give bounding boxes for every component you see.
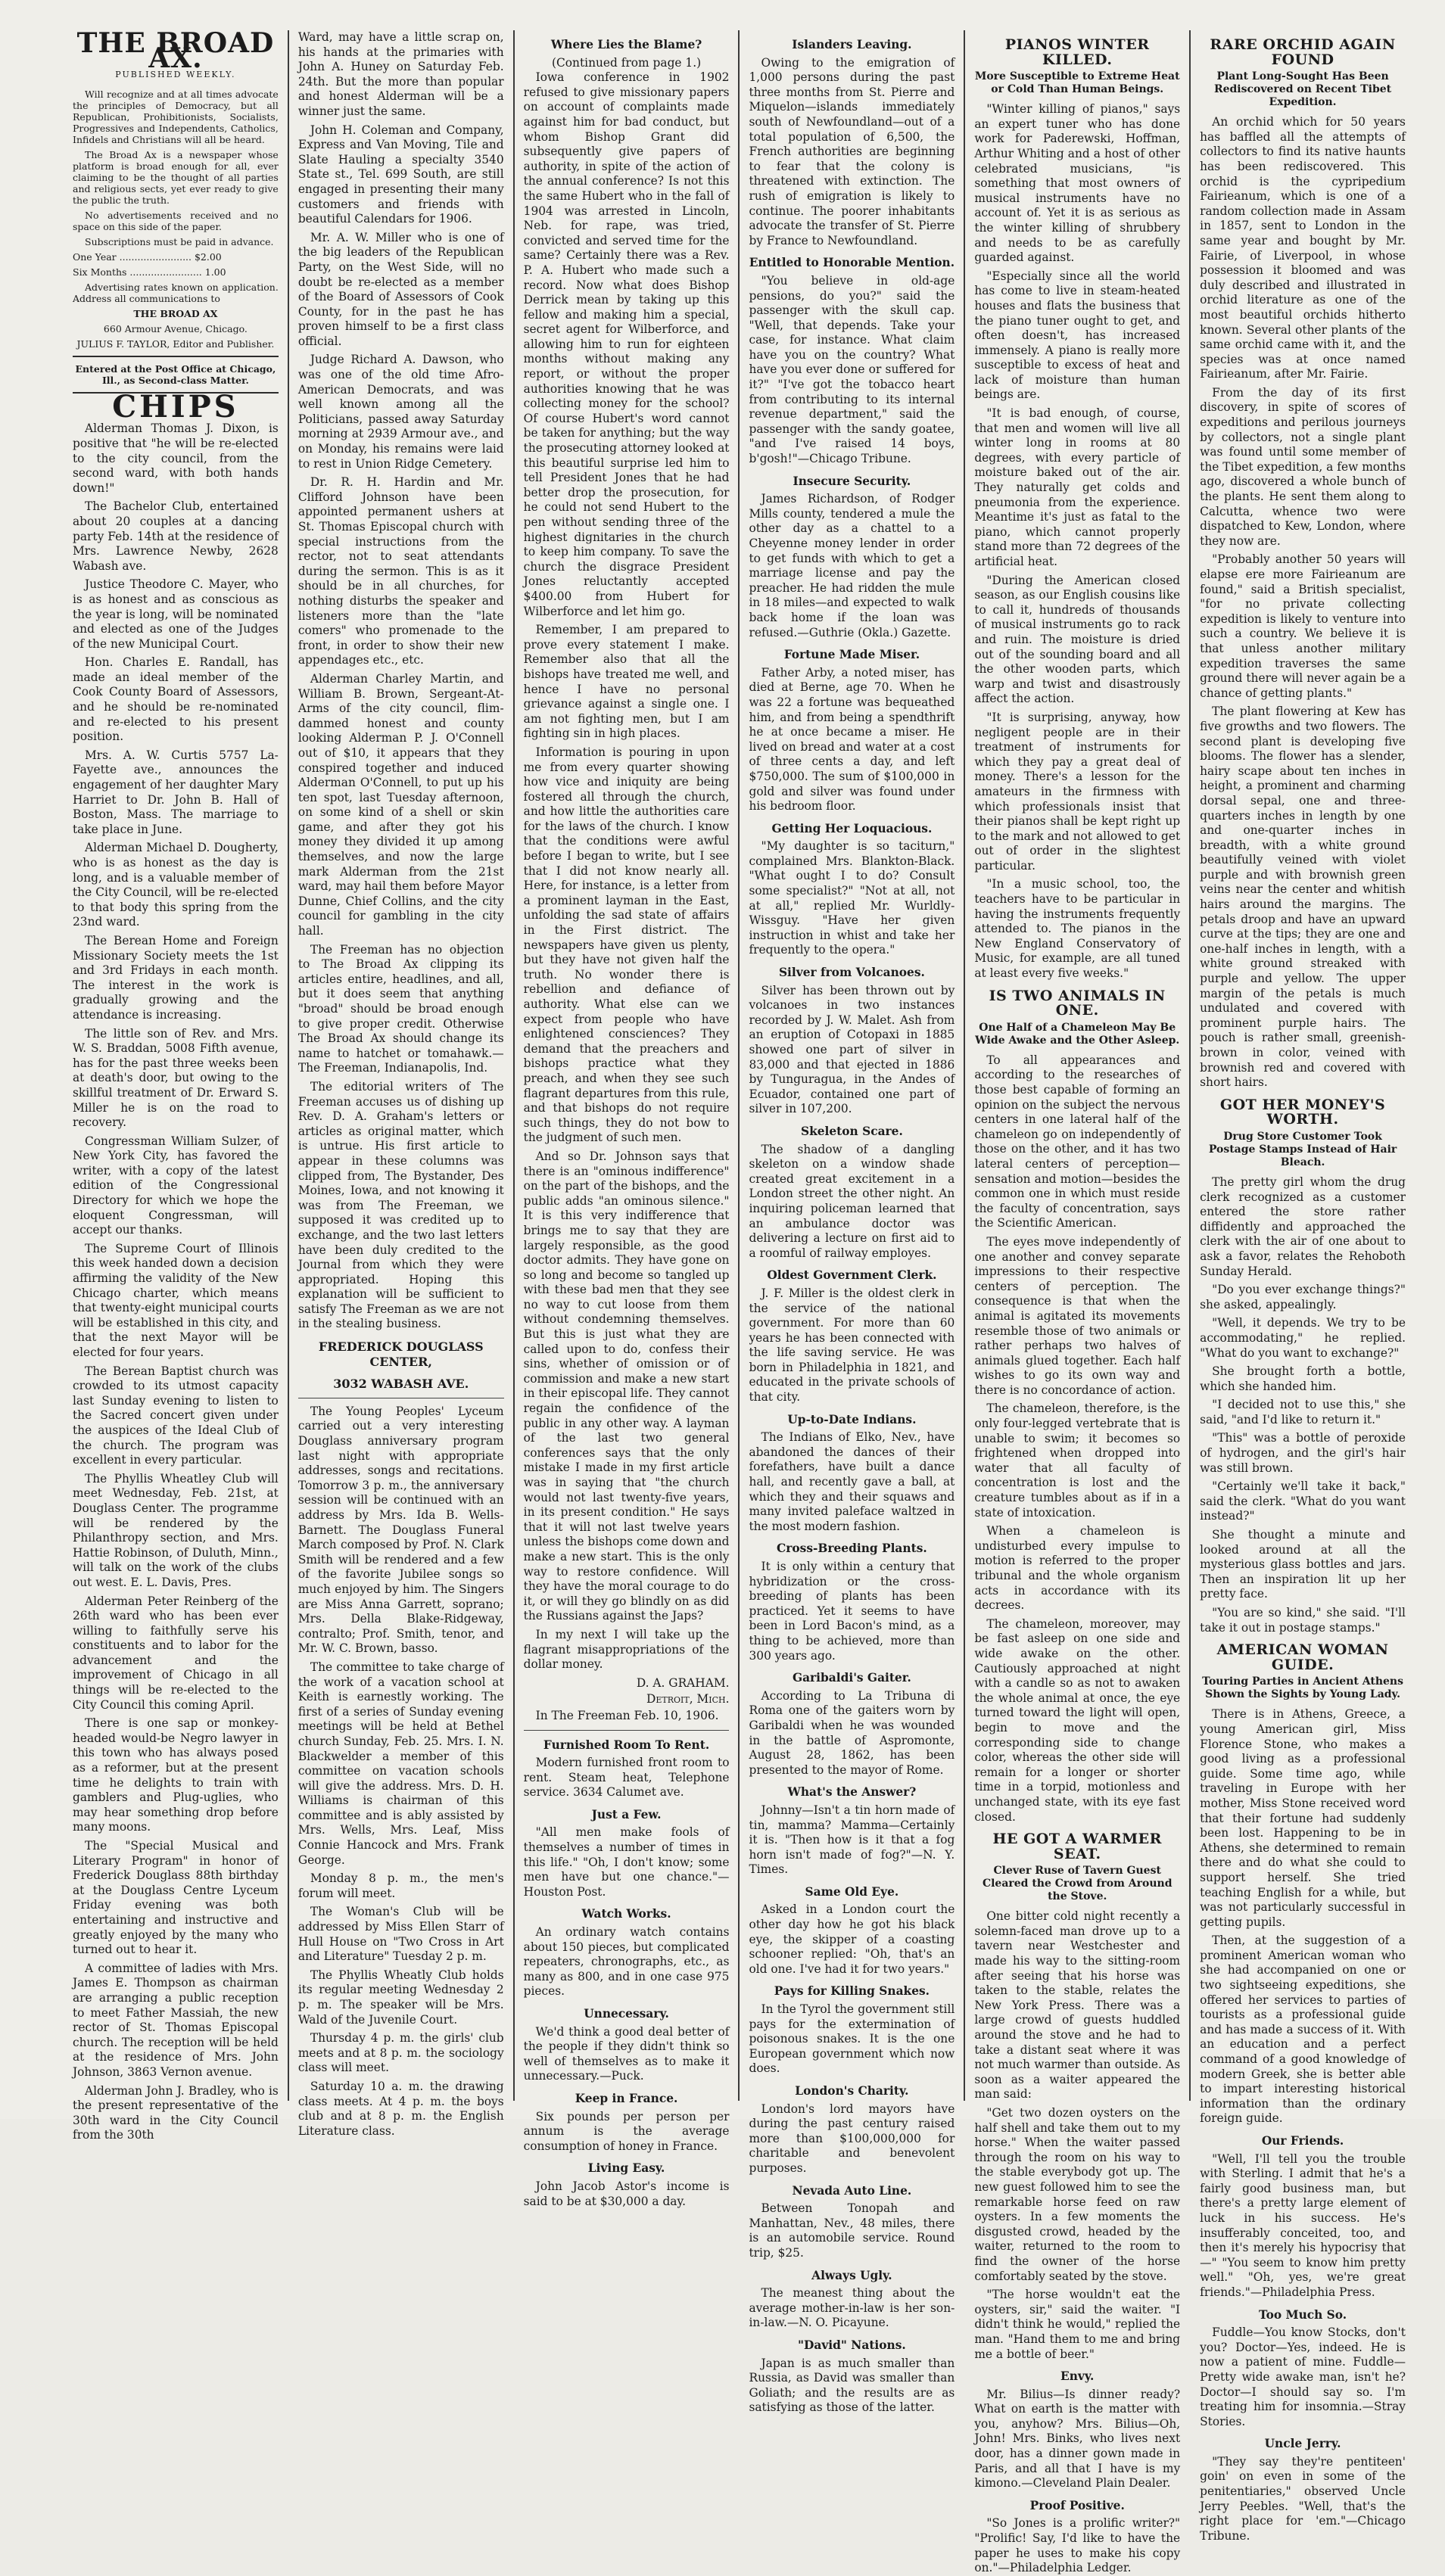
- headline: What's the Answer?: [787, 1785, 917, 1800]
- column-2: [288, 30, 513, 2138]
- news-item: The Phyllis Wheatley Club will meet Wednesday, Feb. 21st, at Douglass Center. The programme will be rendered by the Philanthropy section, and Mrs. Hattie Robinson, of Duluth, Minn., will talk on the work of the clubs out west. E. L. Davis, Pres.: [73, 1471, 279, 1589]
- masthead-note: Advertising rates known on application. Address all communications to: [73, 281, 279, 304]
- article-paragraph: The chameleon, moreover, may be fast asleep on one side and wide awake on the other. Cautiously approached at night with a candle so as not to awaken the whole animal at once, the eye turned toward the light will open, begin to move and the corresponding side to change color, whereas the other side will remain for a longer or shorter time in a torpid, motionless and unchanged state, with its eye fast closed.: [974, 1616, 1181, 1824]
- news-item: The Young Peoples' Lyceum carried out a very interesting Douglass anniversary program last night with appropriate addresses, songs and recitations. Tomorrow 3 p. m., the anniversary session will be continued with an address by Mrs. Ida B. Wells-Barnett. The Douglass Funeral March composed by Prof. N. Clark Smith will be rendered and a few of the favorite Jubilee songs so much enjoyed by him. The Singers are Miss Anna Garrett, soprano; Mrs. Della Blake-Ridgeway, contralto; Prof. Smith, tenor, and Mr. W. C. Brown, basso.: [297, 1404, 504, 1656]
- filler-item: According to La Tribuna di Roma one of the gaiters worn by Garibaldi when he was wounded in the battle of Aspromonte, August 28, 1862, has been presented to the mayor of Rome.: [749, 1688, 955, 1777]
- news-item: The Phyllis Wheatly Club holds its regular meeting Wednesday 2 p. m. The speaker will be Mrs. Wald of the Juvenile Court.: [297, 1968, 504, 2027]
- news-item: The "Special Musical and Literary Program" in honor of Frederick Douglass 88th birthday at the Douglass Centre Lyceum Friday evening was both entertaining and instructive and greatly enjoyed by the many who turned out to hear it.: [73, 1839, 279, 1957]
- filler-item: It is only within a century that hybridization or the cross-breeding of plants has been practiced. Yet it seems to have been in Lord Bacon's mind, as a thing to be achieved, more than 300 years ago.: [749, 1560, 955, 1663]
- filler-item: An ordinary watch contains about 150 pieces, but complicated repeaters, chronographs, etc., as many as 800, and in one case 975 pieces.: [523, 1925, 730, 1999]
- headline: Garibaldi's Gaiter.: [792, 1671, 911, 1685]
- article-paragraph: Iowa conference in 1902 refused to give missionary papers on account of complaints made against him for bad conduct, but whom Bishop Grant did subsequently give papers of authority, in spite of the action of the annual conference? Is not this the same Hubert who in the fall of 1904 was arrested in Lincoln, Neb. for rape, was tried, convicted and served time for the same? Certainly there was a Rev. P. A. Hubert who made such a record. Now what does Bishop Derrick mean by taking up this fellow and making him a special, secret agent for Wilberforce, and allowing him to run for eighteen months without making any report, or without the proper authorities knowing that he was collecting money for the school? Of course Hubert's word cannot be taken for anything; but the way the prosecuting attorney looked at this beautiful surprise led him to tell President Jones that he had better drop the prosecution, for he could not send Hubert to the pen without sending three of the highest dignitaries in the church to keep him company. To save the church the disgrace President Jones reluctantly accepted $400.00 from Hubert for Wilberforce and let him go.: [523, 70, 730, 618]
- headline: Nevada Auto Line.: [792, 2183, 912, 2198]
- article-paragraph: "During the American closed season, as our English cousins like to call it, hundreds of thousands of musical instruments go to rack and ruin. The moisture is dried out of the sounding board and all the other wooden parts, which warp and twist and disastrously affect the action.: [974, 573, 1181, 706]
- masthead-subtitle: PUBLISHED WEEKLY.: [115, 70, 236, 80]
- section-title-chips: CHIPS: [112, 388, 239, 425]
- filler-item: We'd think a good deal better of the people if they didn't think so well of themselves as to make it unnecessary.—Puck.: [523, 2024, 730, 2083]
- masthead-title: THE BROAD AX.: [76, 27, 275, 74]
- signature-location: Detroit, Mich.: [646, 1692, 730, 1706]
- news-item: Judge Richard A. Dawson, who was one of the old time Afro-American Democrats, and was well known among all the Politicians, passed away Saturday morning at 2939 Armour ave., and on Monday, his remains were laid to rest in Union Ridge Cemetery.: [297, 353, 504, 471]
- news-item: Hon. Charles E. Randall, has made an ideal member of the Cook County Board of Assessors, and he should be re-nominated and re-elected to his present position.: [73, 655, 279, 744]
- divider: [73, 356, 279, 357]
- column-5: [964, 30, 1189, 2575]
- news-item: The Woman's Club will be addressed by Miss Ellen Starr of Hull House on "Two Cross in Art and Literature" Tuesday 2 p. m.: [297, 1905, 504, 1964]
- news-item: The editorial writers of The Freeman accuses us of dishing up Rev. D. A. Graham's letters or articles as original matter, which is untrue. His first article to appear in these columns was clipped from, The Bystander, Des Moines, Iowa, and not knowing it was from The Freeman, we supposed it was credited up to exchange, and the two last letters have been duly credited to the Journal from which they were appropriated. Hoping this explanation will be sufficient to satisfy The Freeman as we are not in the stealing business.: [297, 1079, 504, 1331]
- signature: D. A. GRAHAM.: [636, 1675, 730, 1690]
- filler-item: J. F. Miller is the oldest clerk in the service of the national government. For more than 60 years he has been connected with the life saving service. He was born in Philadelphia in 1821, and educated in the private schools of that city.: [749, 1286, 955, 1405]
- headline: Just a Few.: [591, 1807, 662, 1822]
- filler-item: Father Arby, a noted miser, has died at Berne, age 70. When he was 22 a fortune was bequeathed him, and from being a spendthrift he at once became a miser. He lived on bread and water at a cost of three cents a day, and left $750,000. The sum of $100,000 in gold and silver was found under his bedroom floor.: [749, 665, 955, 814]
- filler-item: "All men make fools of themselves a number of times in this life." "Oh, I don't know; some men have but one chance."—Houston Post.: [523, 1825, 730, 1899]
- news-item: Mrs. A. W. Curtis 5757 La-Fayette ave., announces the engagement of her daughter Mary Harriet to Dr. John B. Hall of Boston, Mass. The marriage to take place in June.: [73, 748, 279, 836]
- article-paragraph: The chameleon, therefore, is the only four-legged vertebrate that is unable to swim; it becomes so frightened when dropped into water that all faculty of concentration is lost and the creature tumbles about as if in a state of intoxication.: [974, 1402, 1181, 1520]
- article-paragraph: "Get two dozen oysters on the half shell and take them out to my horse." When the waiter passed through the room on his way to the stable everybody got up. The new guest followed him to see the remarkable horse feed on raw oysters. In a few moments the disgusted crowd, headed by the waiter, returned to the room to find the owner of the horse comfortably seated by the stove.: [974, 2106, 1181, 2283]
- filler-item: London's lord mayors have during the past century raised more than $100,000,000 for charitable and benevolent purposes.: [749, 2102, 955, 2175]
- masthead-note: The Broad Ax is a newspaper whose platform is broad enough for all, ever claiming to be the thought of all parties and religious sects, yet ever ready to give the public the truth.: [73, 148, 279, 206]
- filler-item: "My daughter is so taciturn," complained Mrs. Blankton-Black. "What ought I to do? Consult some specialist?" "Not at all, not at all," replied Mr. Wurldly-Wissguy. "Have her given instruction in whist and take her frequently to the opera.": [749, 839, 955, 957]
- article-paragraph: The plant flowering at Kew has five growths and two flowers. The second plant is developing five blooms. The flower has a slender, hairy scape about ten inches in height, a prominent and charming dorsal sepal, one and three-quarters inches in length by one and one-quarter inches in breadth, with a white ground beautifully veined with violet purple and with brownish green veins near the center and whitish hairs around the margins. The petals droop and have an upward curve at the tips; they are one and one-half inches in length, with a white ground streaked with purple and yellow. The upper margin of the petals is much undulated and covered with prominent purple hairs. The pouch is rather small, greenish-brown in color, veined with brownish red and covered with short hairs.: [1200, 705, 1406, 1090]
- headline: IS TWO ANIMALS IN ONE.: [989, 987, 1166, 1019]
- headline: Uncle Jerry.: [1264, 2437, 1341, 2451]
- headline: Getting Her Loquacious.: [771, 821, 933, 835]
- headline: Fortune Made Miser.: [783, 648, 920, 662]
- headline: Proof Positive.: [1029, 2498, 1125, 2512]
- article-paragraph: She brought forth a bottle, which she handed him.: [1200, 1364, 1406, 1393]
- headline: Our Friends.: [1261, 2134, 1344, 2148]
- editor-line: JULIUS F. TAYLOR, Editor and Publisher.: [76, 338, 275, 350]
- headline: Entitled to Honorable Mention.: [749, 256, 955, 270]
- article-paragraph: "Well, it depends. We try to be accommodating," he replied. "What do you want to exchange?": [1200, 1316, 1406, 1360]
- headline: Pays for Killing Snakes.: [774, 1984, 930, 1999]
- filler-item: Japan is as much smaller than Russia, as David was smaller than Goliath; and the results are as satisfying as those of the latter.: [749, 2356, 955, 2415]
- subscription-rate: Six Months ........................ 1.00: [73, 266, 226, 278]
- address-name: THE BROAD AX: [133, 307, 218, 319]
- filler-item: The meanest thing about the average mother-in-law is her son-in-law.—N. O. Picayune.: [749, 2286, 955, 2330]
- headline: Same Old Eye.: [805, 1884, 899, 1899]
- news-item: There is one sap or monkey-headed would-be Negro lawyer in this town who has always posed as a reformer, but at the present time he delights to train with gamblers and Plug-uglies, who may hear something drop before many moons.: [73, 1716, 279, 1834]
- news-item: Alderman Michael D. Dougherty, who is as honest as the day is long, and is a valuable member of the City Council, will be re-elected to that body this spring from the 23nd ward.: [73, 841, 279, 929]
- subscription-rate: One Year ........................ $2.00: [73, 250, 222, 263]
- masthead-note: No advertisements received and no space on this side of the paper.: [73, 209, 279, 232]
- headline: Cross-Breeding Plants.: [777, 1542, 927, 1556]
- article-paragraph: To all appearances and according to the researches of those best capable of forming an opinion on the subject the nervous centers in one lateral half of the chameleon go on independently of those on the other, and it has two lateral centers of perception—sensation and motion—besides the common one in which must reside the faculty of concentration, says the Scientific American.: [974, 1053, 1181, 1230]
- column-layout: [64, 27, 1415, 2575]
- news-item: John H. Coleman and Company, Express and Van Moving, Tile and Slate Hauling a specialty 3540 State st., Tel. 699 South, are still engaged in presenting their many customers and friends with beautiful Calendars for 1906.: [297, 123, 504, 226]
- filler-item: Between Tonopah and Manhattan, Nev., 48 miles, there is an automobile service. Round trip, $25.: [749, 2201, 955, 2260]
- article-paragraph: "Winter killing of pianos," says an expert tuner who has done work for Paderewski, Hoffman, Arthur Whiting and a host of other celebrated musicians, "is something that most owners of musical instruments have no account of. Yet it is as serious as the winter killing of shrubbery and needs to be as carefully guarded against.: [974, 102, 1181, 265]
- headline-deck: One Half of a Chameleon May Be Wide Awake and the Other Asleep.: [975, 1021, 1180, 1047]
- news-item: Alderman John J. Bradley, who is the present representative of the 30th ward in the City Council from the 30th: [73, 2083, 279, 2142]
- news-item: Alderman Peter Reinberg of the 26th ward who has been ever willing to faithfully serve his constituents and to labor for the advancement and the improvement of Chicago in all things will be re-elected to the City Council this coming April.: [73, 1594, 279, 1712]
- article-paragraph: One bitter cold night recently a solemn-faced man drove up to a tavern near Westchester and made his way to the sitting-room after seeing that his horse was taken to the stable, relates the New York Press. There was a large crowd of guests huddled around the stove and he had to take a distant seat where it was not much warmer than outside. As soon as a waiter appeared the man said:: [974, 1909, 1181, 2102]
- filler-item: James Richardson, of Rodger Mills county, tendered a mule the other day as a chattel to a Cheyenne money lender in order to get funds with which to get a marriage license and pay the preacher. He had ridden the mule in 18 miles—and expected to walk back home if the loan was refused.—Guthrie (Okla.) Gazette.: [749, 492, 955, 639]
- filler-item: The Indians of Elko, Nev., have abandoned the dances of their forefathers, have built a dance hall, and recently gave a ball, at which they and their squaws and many invited paleface waltzed in the most modern fashion.: [749, 1430, 955, 1533]
- article-paragraph: "Probably another 50 years will elapse ere more Fairieanum are found," said a British specialist, "for no private collecting expedition is likely to venture into such a country. We believe it is that unless another military expedition traverses the same ground there will never again be a chance of getting plants.": [1200, 552, 1406, 700]
- article-paragraph: From the day of its first discovery, in spite of scores of expeditions and perilous journeys by collectors, not a single plant was found until some member of the Tibet expedition, a few months ago, discovered a whole bunch of the plants. He sent them along to Calcutta, whence two were dispatched to Kew, London, where they now are.: [1200, 385, 1406, 548]
- headline: Too Much So.: [1258, 2307, 1347, 2322]
- ad-text: Modern furnished front room to rent. Steam heat, Telephone service. 3634 Calumet ave.: [523, 1756, 730, 1800]
- filler-item: Johnny—Isn't a tin horn made of tin, mamma? Mamma—Certainly it is. "Then how is it that a fog horn isn't made of fog?"—N. Y. Times.: [749, 1803, 955, 1877]
- article-paragraph: There is in Athens, Greece, a young American girl, Miss Florence Stone, who makes a good living as a professional guide. Some time ago, while traveling in Europe with her mother, Miss Stone received word that their fortune had suddenly been lost. Happening to be in Athens, she determined to remain there and do what she could to support herself. She tried teaching English for a while, but was not particularly successful in getting pupils.: [1200, 1707, 1406, 1929]
- headline: Oldest Government Clerk.: [767, 1268, 937, 1283]
- news-item: The Freeman has no objection to The Broad Ax clipping its articles entire, headlines, and all, but it does seem that anything "broad" should be broad enough to give proper credit. Otherwise The Broad Ax should change its name to hatchet or tomahawk.—The Freeman, Indianapolis, Ind.: [297, 942, 504, 1075]
- headline: GOT HER MONEY'S WORTH.: [1219, 1096, 1386, 1128]
- headline: Living Easy.: [587, 2161, 665, 2176]
- filler-item: John Jacob Astor's income is said to be at $30,000 a day.: [523, 2179, 730, 2208]
- article-paragraph: When a chameleon is undisturbed every impulse to motion is referred to the proper tribunal and the whole organism acts in accordance with its decrees.: [974, 1524, 1181, 1613]
- headline-deck: Drug Store Customer Took Postage Stamps Instead of Hair Bleach.: [1208, 1130, 1397, 1168]
- news-item: Justice Theodore C. Mayer, who is as honest and as conscious as the year is long, will be nominated and elected as one of the Judges of the new Municipal Court.: [73, 577, 279, 651]
- headline: Skeleton Scare.: [800, 1124, 903, 1138]
- headline: Unnecessary.: [584, 2007, 669, 2021]
- article-paragraph: In my next I will take up the flagrant misappropriations of the dollar money.: [523, 1627, 730, 1672]
- article-paragraph: "It is surprising, anyway, how negligent people are in their treatment of instruments for which they pay a great deal of money. There's a lesson for the amateurs in the firmness with which professionals insist that their pianos shall be kept right up to the mark and not allowed to get out of order in the slightest particular.: [974, 710, 1181, 873]
- headline: Islanders Leaving.: [792, 38, 912, 51]
- headline: Furnished Room To Rent.: [543, 1738, 710, 1752]
- headline-deck: Clever Ruse of Tavern Guest Cleared the Crowd from Around the Stove.: [982, 1865, 1173, 1903]
- news-item: Alderman Thomas J. Dixon, is positive that "he will be re-elected to the city council, from the second ward, with both hands down!": [73, 422, 279, 495]
- news-item: Congressman William Sulzer, of New York City, has favored the writer, with a copy of the latest edition of the Congressional Directory for which we hope the eloquent Congressman, will accept our thanks.: [73, 1134, 279, 1237]
- news-item: Saturday 10 a. m. the drawing class meets. At 4 p. m. the boys club and at 8 p. m. the English Literature class.: [297, 2079, 504, 2138]
- column-1: [64, 27, 288, 2142]
- headline: Where Lies the Blame?: [550, 38, 702, 51]
- article-paragraph: "Do you ever exchange things?" she asked, appealingly.: [1200, 1283, 1406, 1311]
- headline: AMERICAN WOMAN GUIDE.: [1216, 1641, 1389, 1673]
- filler-item: The shadow of a dangling skeleton on a window shade created great excitement in a London street the other night. An inquiring policeman learned that an ambulance doctor was delivering a lecture on first aid to a roomful of railway employes.: [749, 1142, 955, 1260]
- filler-item: "They say they're pentiteen' goin' on even in some of the penitentiaries," observed Uncle Jerry Peebles. "Well, that's the right place for 'em."—Chicago Tribune.: [1200, 2454, 1406, 2543]
- news-item: The Berean Home and Foreign Missionary Society meets the 1st and 3rd Fridays in each month. The interest in the work is gradually growing and the attendance is increasing.: [73, 933, 279, 1022]
- article-paragraph: Remember, I am prepared to prove every statement I make. Remember also that all the bishops have treated me well, and hence I have no personal grievance against a single one. I am not fighting men, but I am fighting sin in high places.: [523, 623, 730, 741]
- entered-notice: Entered at the Post Office at Chicago, Ill., as Second-class Matter.: [75, 362, 276, 386]
- article-paragraph: "This" was a bottle of peroxide of hydrogen, and the girl's hair was still brown.: [1200, 1431, 1406, 1475]
- article-paragraph: "You are so kind," she said. "I'll take it out in postage stamps.": [1200, 1606, 1406, 1635]
- filler-item: Asked in a London court the other day how he got his black eye, the skipper of a coasting schooner replied: "Oh, that's an old one. I've had it for two years.": [749, 1902, 955, 1976]
- news-item: Alderman Charley Martin, and William B. Brown, Sergeant-At-Arms of the city council, flim-dammed honest and county looking Alderman P. J. O'Connell out of $10, it appears that they conspired together and induced Alderman O'Connell, to put up his ten spot, last Tuesday afternoon, on some kind of a shell or skin game, and after they got his money they divided it up among themselves, and now the large mark Alderman from the 21st ward, may hail them before Mayor Dunne, Chief Collins, and the city council for gambling in the city hall.: [297, 671, 504, 938]
- headline: RARE ORCHID AGAIN FOUND: [1210, 36, 1396, 68]
- article-paragraph: And so Dr. Johnson says that there is an "ominous indifference" on the part of the bishops, and the public adds "an ominous silence." It is this very indifference that brings me to say that they are largely responsible, as the good doctor admits. They have gone on so long and become so tangled up with these bad men that they see no way to cut loose from them without condemning themselves. But this is just what they are called upon to do, confess their sins, whether of omission or of commission and make a new start in their episcopal life. They cannot regain the confidence of the public in any other way. A layman of the last two general conferences says that the only mistake I made in my first article was in saying that "the church would not last twenty-five years, in its present condition." He says that it will not last twelve years unless the bishops come down and make a new start. This is the only way to restore confidence. Will they have the moral courage to do it, or will they go blindly on as did the Russians against the Japs?: [523, 1149, 730, 1623]
- news-item: Mr. A. W. Miller who is one of the big leaders of the Republican Party, on the West Side, will no doubt be re-elected as a member of the Board of Assessors of Cook County, for in the past he has proven himself to be a first class official.: [297, 230, 504, 348]
- continued-note: (Continued from page 1.): [552, 55, 702, 70]
- headline: PIANOS WINTER KILLED.: [1004, 36, 1150, 68]
- news-item: The Berean Baptist church was crowded to its utmost capacity last Sunday evening to listen to the Sacred concert given under the auspices of the Ideal Club of the church. The program was excellent in every particular.: [73, 1364, 279, 1467]
- headline: Keep in France.: [575, 2091, 678, 2105]
- headline: Watch Works.: [581, 1907, 671, 1921]
- headline-deck: Plant Long-Sought Has Been Rediscovered on Recent Tibet Expedition.: [1213, 70, 1392, 109]
- column-6: [1189, 30, 1415, 2543]
- filler-item: "You believe in old-age pensions, do you?" said the passenger with the skull cap. "Well, that depends. Take your case, for instance. What claim have you on the country? What have you ever done or suffered for it?" "I've got the tobacco heart from contributing to its internal revenue department," said the passenger with the sandy goatee, "and I've raised 14 boys, b'gosh!"—Chicago Tribune.: [749, 273, 955, 466]
- headline: Silver from Volcanoes.: [778, 966, 925, 980]
- filler-item: Mr. Bilius—Is dinner ready? What on earth is the matter with you, anyhow? Mrs. Bilius—Oh, John! Mrs. Binks, who lives next door, has a dinner gown made in Paris, and all that I have is my kimono.—Cleveland Plain Dealer.: [974, 2387, 1181, 2490]
- filler-item: Silver has been thrown out by volcanoes in two instances recorded by J. W. Malet. Ash from an eruption of Cotopaxi in 1885 showed one part of silver in 83,000 and that ejected in 1886 by Tunguragua, in the Andes of Ecuador, contained one part of silver in 107,200.: [749, 983, 955, 1116]
- news-item: The Bachelor Club, entertained about 20 couples at a dancing party Feb. 14th at the residence of Mrs. Lawrence Newby, 2628 Wabash ave.: [73, 499, 279, 573]
- news-item: The Supreme Court of Illinois this week handed down a decision affirming the validity of the New Chicago charter, which means that twenty-eight municipal courts will be established in this city, and that the next Mayor will be elected for four years.: [73, 1241, 279, 1359]
- article-paragraph: The pretty girl whom the drug clerk recognized as a customer entered the store rather diffidently and approached the clerk with the air of one about to ask a favor, relates the Rehoboth Sunday Herald.: [1200, 1174, 1406, 1278]
- filler-item: Owing to the emigration of 1,000 persons during the past three months from St. Pierre and Miquelon—islands immediately south of Newfoundland—out of a total population of 6,500, the French authorities are beginning to fear that the colony is threatened with extinction. The rush of emigration is likely to continue. The poorer inhabitants advocate the transfer of St. Pierre by France to Newfoundland.: [749, 55, 955, 247]
- article-paragraph: In The Freeman Feb. 10, 1906.: [535, 1708, 719, 1722]
- headline-deck: More Susceptible to Extreme Heat or Cold Than Human Beings.: [974, 70, 1180, 96]
- masthead: [73, 27, 279, 82]
- article-paragraph: "I decided not to use this," she said, "and I'd like to return it.": [1200, 1398, 1406, 1426]
- news-item: The little son of Rev. and Mrs. W. S. Braddan, 5008 Fifth avenue, has for the past three weeks been at death's door, but owing to the skillful treatment of Dr. Erward S. Miller he is on the road to recovery.: [73, 1026, 279, 1130]
- masthead-note: Will recognize and at all times advocate the principles of Democracy, but all Republican, Prohibitionists, Socialists, Progressives and Independents, Catholics, Infidels and Christians will all be heard.: [73, 88, 279, 145]
- address-line: 660 Armour Avenue, Chicago.: [103, 322, 248, 334]
- article-paragraph: Then, at the suggestion of a prominent American woman who she had accompanied on one or two sightseeing expeditions, she offered her services to parties of tourists as a professional guide and has made a success of it. With an education and a perfect command of a good knowledge of modern Greek, she is better able to impart interesting historical information than the ordinary foreign guide.: [1200, 1934, 1406, 2126]
- headline: Insecure Security.: [793, 474, 911, 488]
- article-paragraph: The eyes move independently of one another and convey separate impressions to their respective centers of perception. The consequence is that when the animal is agitated its movements resemble those of two animals or rather perhaps two halves of animals glued together. Each half wishes to go its own way and there is no concordance of action.: [974, 1234, 1181, 1397]
- news-item: Ward, may have a little scrap on, his hands at the primaries with John A. Huney on Saturday Feb. 24th. But the more than popular and honest Alderman will be a winner just the same.: [297, 30, 504, 118]
- headline: London's Charity.: [795, 2084, 909, 2098]
- masthead-note: Subscriptions must be paid in advance.: [85, 235, 274, 247]
- article-paragraph: "Especially since all the world has come to live in steam-heated houses and flats the business that the piano tuner ought to get, and often doesn't, has increased immensely. A piano is really more susceptible to excess of heat and lack of moisture than human beings are.: [974, 269, 1181, 402]
- article-paragraph: Information is pouring in upon me from every quarter showing how vice and iniquity are being fostered all through the church, and how little the authorities care for the laws of the church. I know that the conditions were awful before I began to write, but I see that I did not know nearly all. Here, for instance, is a letter from a prominent layman in the East, unfolding the sad state of affairs in the First district. The newspapers have given us plenty, but they have not given half the truth. No wonder there is rebellion and defiance of authority. What else can we expect from people who have enlightened consciences? They demand that the preachers and bishops practice what they preach, and when they see such flagrant departures from this rule, and that bishops do not require such things, they do not bow to the judgment of such men.: [523, 745, 730, 1145]
- filler-item: Six pounds per person per annum is the average consumption of honey in France.: [523, 2109, 730, 2153]
- article-paragraph: "Certainly we'll take it back," said the clerk. "What do you want instead?": [1200, 1479, 1406, 1523]
- headline: Always Ugly.: [811, 2268, 892, 2282]
- headline: Up-to-Date Indians.: [787, 1412, 917, 1426]
- filler-item: In the Tyrol the government still pays for the extermination of poisonous snakes. It is the one European government which now does.: [749, 2002, 955, 2076]
- filler-item: "So Jones is a prolific writer?" "Prolific! Say, I'd like to have the paper he uses to make his copy on."—Philadelphia Ledger.: [974, 2516, 1181, 2575]
- article-paragraph: She thought a minute and looked around at all the mysterious glass bottles and jars. Then an inspiration lit up her pretty face.: [1200, 1528, 1406, 1601]
- divider: [524, 1730, 730, 1731]
- news-item: The committee to take charge of the work of a vacation school at Keith is earnestly working. The first of a series of Sunday evening meetings will be held at Bethel church Sunday, Feb. 25. Mrs. I. N. Blackwelder a member of this committee on vacation schools will give the address. Mrs. D. H. Williams is chairman of this committee and is ably assisted by Mrs. Wells, Mrs. Leaf, Miss Connie Hancock and Mrs. Frank George.: [297, 1660, 504, 1867]
- headline: FREDERICK DOUGLASS CENTER,: [318, 1339, 484, 1369]
- news-item: Dr. R. H. Hardin and Mr. Clifford Johnson have been appointed permanent ushers at St. Thomas Episcopal church with special instructions from the rector, not to seat attendants during the sermon. This is as it should be in all churches, for nothing disturbs the speaker and listeners more than the "late comers" who promenade to the front, in order to show their new appendages etc., etc.: [297, 475, 504, 667]
- article-paragraph: An orchid which for 50 years has baffled all the attempts of collectors to find its native haunts has been rediscovered. This orchid is the cypripedium Fairieanum, which is one of a random collection made in Assam in 1857, sent to London in the same year and bought by Mr. Fairie, of Liverpool, in whose possession it bloomed and was duly described and illustrated in orchid literature as one of the most beautiful orchids hitherto known. Several other plants of the same orchid came with it, and the species was at once named Fairieanum, after Mr. Fairie.: [1200, 115, 1406, 381]
- article-paragraph: "It is bad enough, of course, that men and women will live all winter long in rooms at 80 degrees, with every particle of moisture baked out of the air. They naturally get colds and pneumonia from the experience. Meantime it's just as fatal to the piano, which cannot properly stand more than 72 degrees of the artificial heat.: [974, 406, 1181, 568]
- headline-deck: Touring Parties in Ancient Athens Shown the Sights by Young Lady.: [1202, 1675, 1403, 1701]
- headline: Envy.: [1060, 2369, 1095, 2384]
- column-3: [513, 30, 739, 2208]
- news-item: A committee of ladies with Mrs. James E. Thompson as chairman are arranging a public reception to meet Father Massiah, the new rector of St. Thomas Episcopal church. The reception will be held at the residence of Mrs. John Johnson, 3863 Vernon avenue.: [73, 1961, 279, 2079]
- column-4: [738, 30, 964, 2415]
- news-item: Monday 8 p. m., the men's forum will meet.: [297, 1871, 504, 1900]
- filler-item: Fuddle—You know Stocks, don't you? Doctor—Yes, indeed. He is now a patient of mine. Fuddle—Pretty wide awake man, isn't he? Doctor—I should say so. I'm treating him for insomnia.—Stray Stories.: [1200, 2326, 1406, 2428]
- headline: "David" Nations.: [798, 2338, 906, 2352]
- headline: 3032 WABASH AVE.: [333, 1377, 469, 1392]
- news-item: Thursday 4 p. m. the girls' club meets and at 8 p. m. the sociology class will meet.: [297, 2031, 504, 2075]
- article-paragraph: "In a music school, too, the teachers have to be particular in having the instruments frequently attended to. The pianos in the New England Conservatory of Music, for example, are all tuned at least every five weeks.": [974, 877, 1181, 981]
- filler-item: "Well, I'll tell you the trouble with Sterling. I admit that he's a fairly good business man, but there's a pretty large element of luck in his success. He's insufferably conceited, too, and then it's merely his hypocrisy that—" "You seem to know him pretty well." "Oh, yes, we're great friends."—Philadelphia Press.: [1200, 2151, 1406, 2299]
- headline: HE GOT A WARMER SEAT.: [992, 1831, 1162, 1862]
- article-paragraph: "The horse wouldn't eat the oysters, sir," said the waiter. "I didn't think he would," replied the man. "Hand them to me and bring me a bottle of beer.": [974, 2288, 1181, 2361]
